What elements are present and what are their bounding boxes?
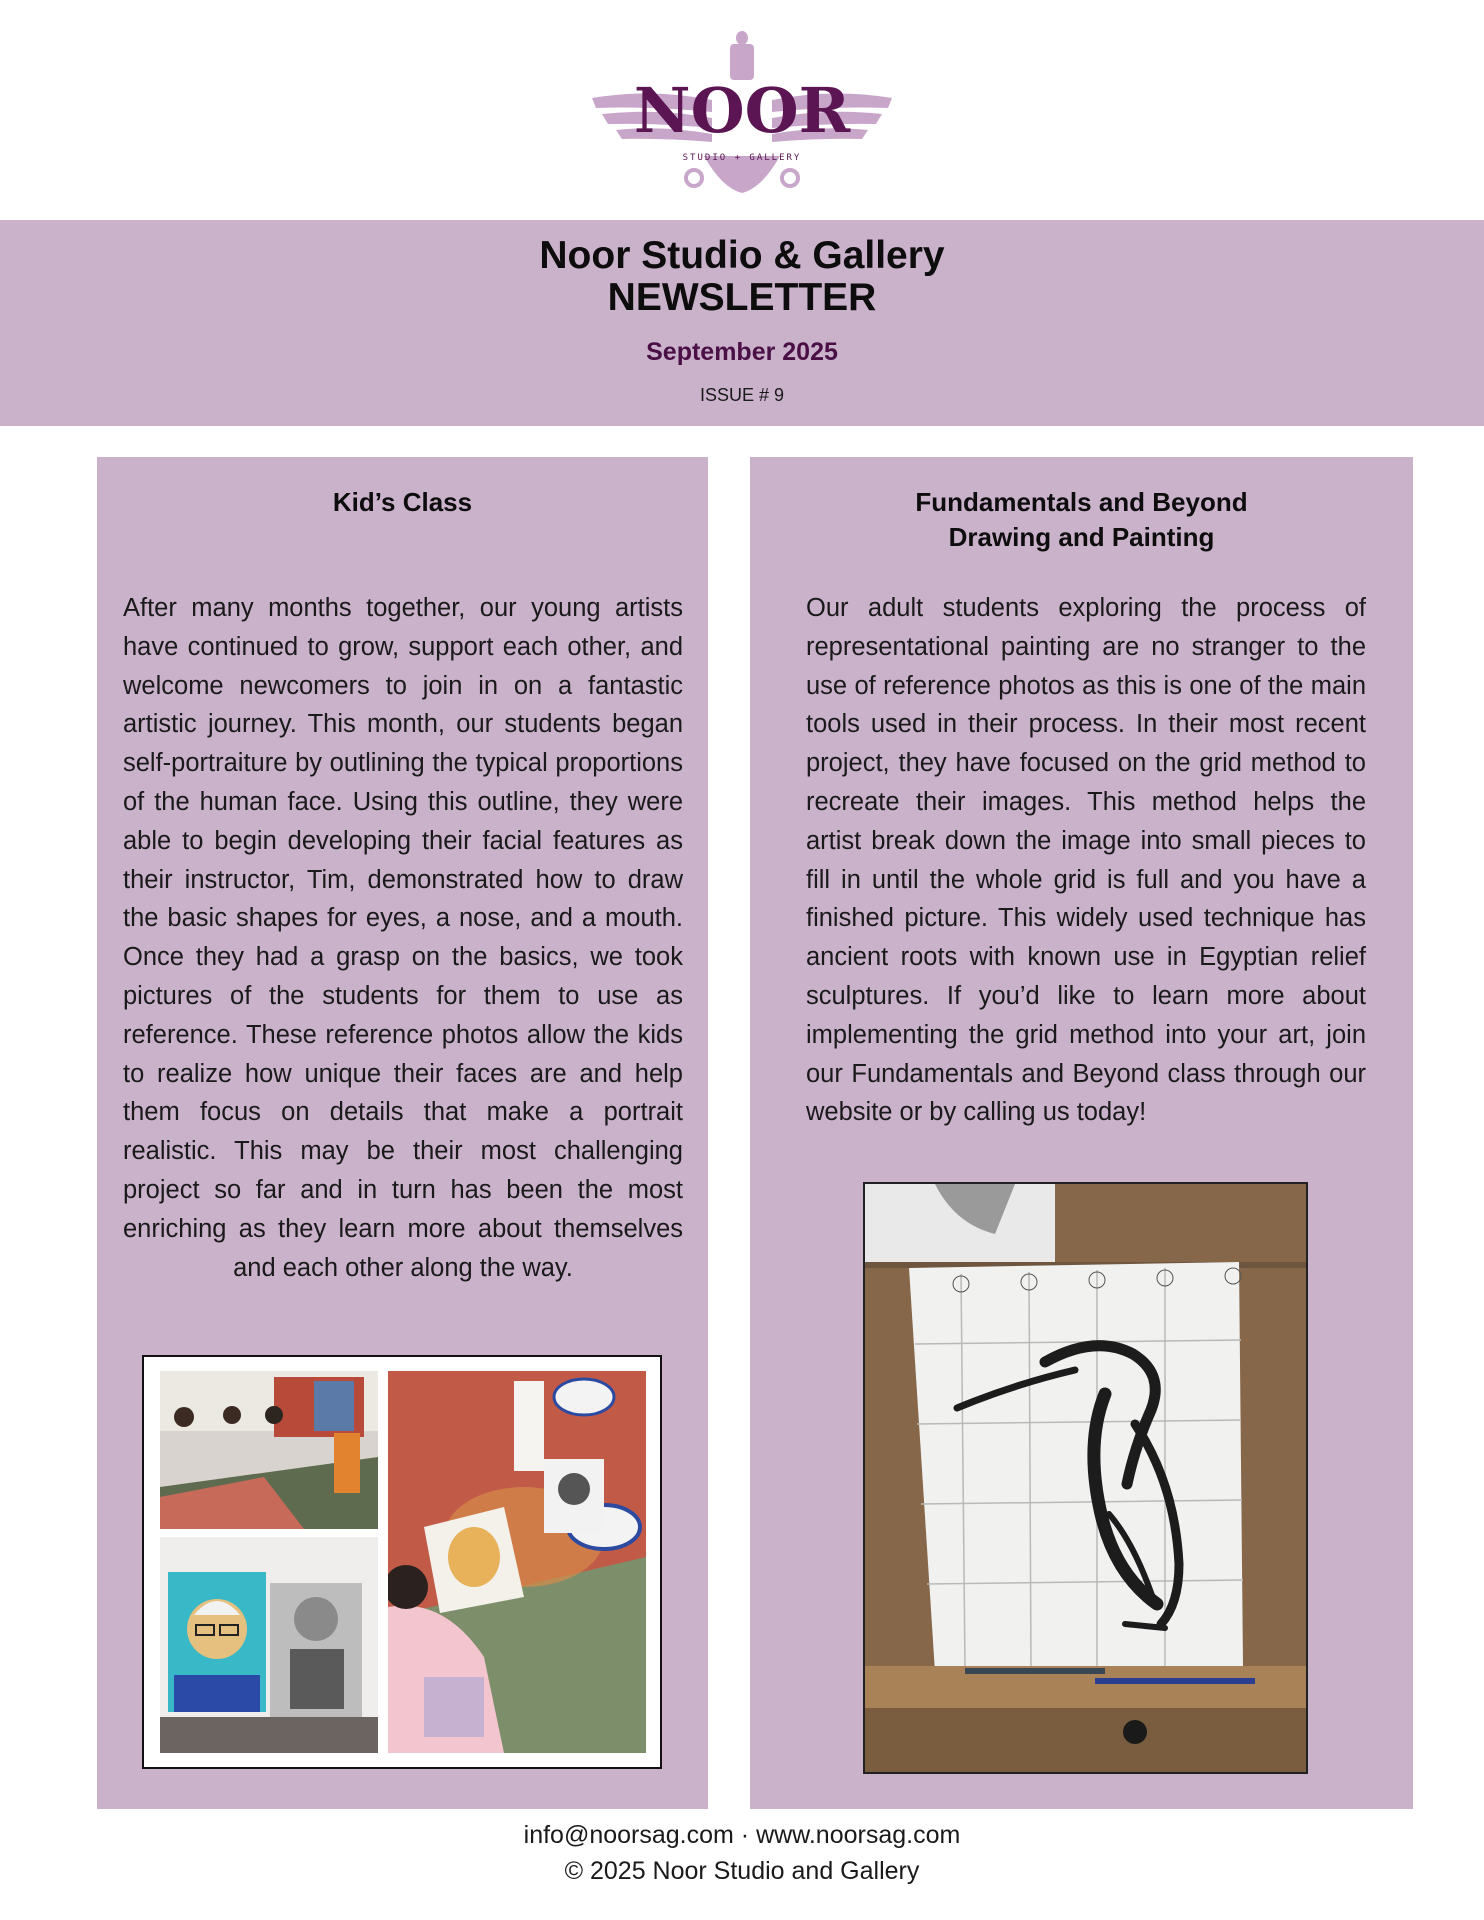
noor-logo bbox=[592, 28, 892, 203]
newsletter-banner bbox=[0, 220, 1484, 426]
issue-number: ISSUE # 9 bbox=[699, 385, 785, 405]
collage-image bbox=[144, 1357, 660, 1767]
kids-class-heading: Kid’s Class bbox=[332, 487, 473, 517]
heron-image bbox=[865, 1184, 1306, 1772]
kids-class-section bbox=[97, 457, 708, 1809]
logo-tagline: STUDIO + GALLERY bbox=[682, 153, 802, 163]
logo-wordmark: NOOR bbox=[633, 74, 851, 147]
footer-contact: info@noorsag.com · www.noorsag.com bbox=[523, 1821, 961, 1849]
kids-class-body: After many months together, our young artists have continued to grow, support each other, and welcome newcomers to join in on a fantastic artistic journey. This month, our students began self-portraiture by outlining the typical proportions of the human face. Using this outline, they were able to begin developing their facial features as their instructor, Tim, demonstrated how to draw the basic shapes for eyes, a nose, and a mouth. Once they had a grasp on the basics, we took pictures of the students for them to use as reference. These reference photos allow the kids to realize how unique their faces are and help them focus on details that make a portrait realistic. This may be their most challenging project so far and in turn has been the most enriching as they learn more about themselves and each other along the way. bbox=[123, 594, 683, 1282]
newsletter-subtitle: NEWSLETTER bbox=[607, 276, 877, 319]
newsletter-title: Noor Studio & Gallery bbox=[539, 234, 945, 277]
fundamentals-body: Our adult students exploring the process of representational painting are no stranger to the use of reference photos as this is one of the main tools used in their process. In their most recent project, they have focused on the grid method to recreate their images. This method helps the artist break down the image into small pieces to fill in until the whole grid is full and you have a finished picture. This widely used technique has ancient roots with known use in Egyptian relief sculptures. If you’d like to learn more about implementing the grid method into your art, join our Fundamentals and Beyond class through our website or by calling us today! bbox=[806, 594, 1366, 1127]
fundamentals-heading-line1: Fundamentals and Beyond bbox=[915, 487, 1248, 517]
fundamentals-heading bbox=[750, 485, 1413, 555]
heron-drawing-photo bbox=[863, 1182, 1308, 1774]
fundamentals-heading-line2: Drawing and Painting bbox=[948, 522, 1215, 552]
kids-class-photo-collage bbox=[142, 1355, 662, 1769]
fundamentals-section bbox=[750, 457, 1413, 1809]
issue-date: September 2025 bbox=[646, 338, 838, 366]
footer-copyright: © 2025 Noor Studio and Gallery bbox=[564, 1857, 920, 1885]
